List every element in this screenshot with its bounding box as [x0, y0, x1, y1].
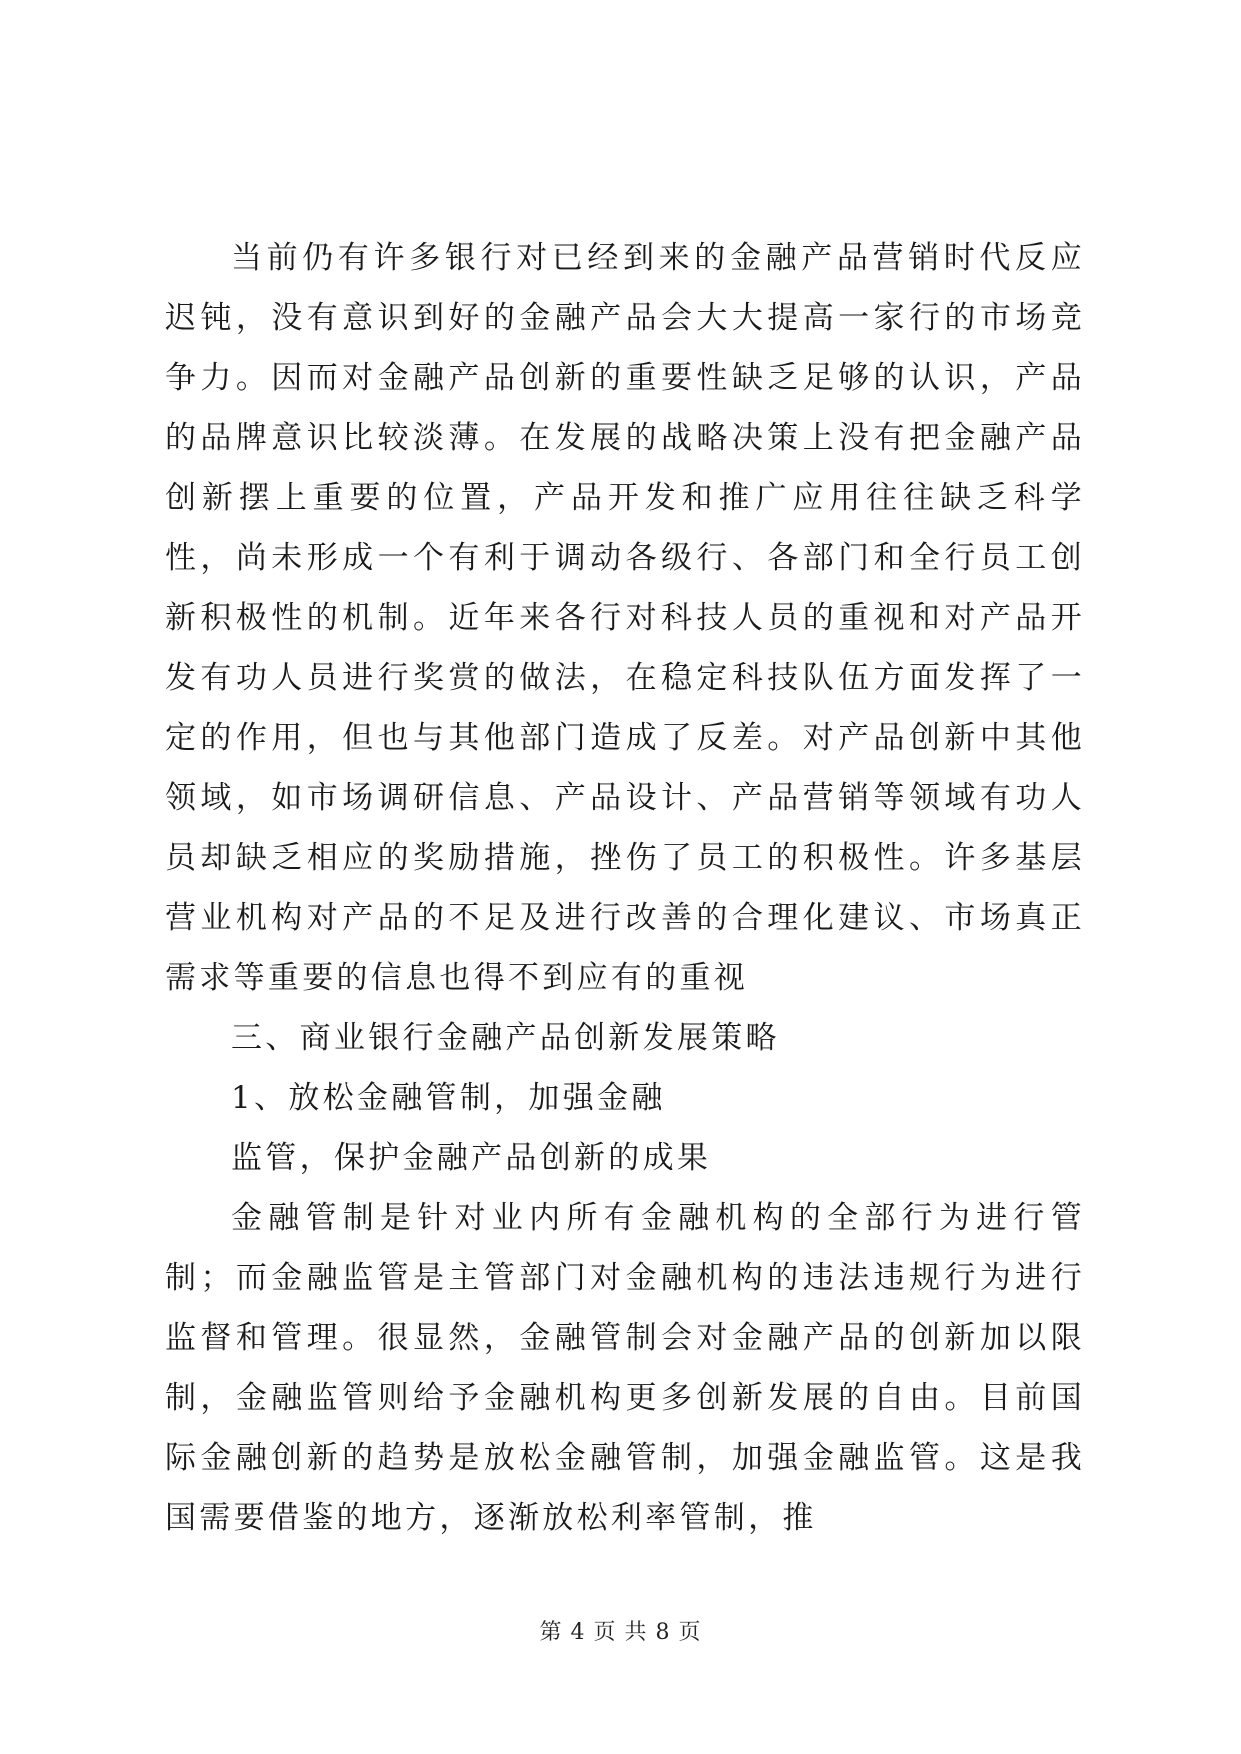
section-heading-strategy: 三、商业银行金融产品创新发展策略: [231, 1020, 780, 1056]
document-body: [165, 228, 1085, 1548]
page-footer: 第 4 页 共 8 页: [539, 1620, 702, 1645]
paragraph-regulation-vs-supervision: 金融管制是针对业内所有金融机构的全部行为进行管制；而金融监管是主管部门对金融机构的违法违规行为进行监督和管理。很显然，金融管制会对金融产品的创新加以限制，金融监管则给予金融机构更多创新发展的自由。目前国际金融创新的趋势是放松金融管制，加强金融监管。这是我国需要借鉴的地方，逐渐放松利率管制，推: [165, 1200, 1085, 1536]
paragraph-product-awareness: 当前仍有许多银行对已经到来的金融产品营销时代反应迟钝，没有意识到好的金融产品会大大提高一家行的市场竞争力。因而对金融产品创新的重要性缺乏足够的认识，产品的品牌意识比较淡薄。在发展的战略决策上没有把金融产品创新摆上重要的位置，产品开发和推广应用往往缺乏科学性，尚未形成一个有利于调动各级行、各部门和全行员工创新积极性的机制。近年来各行对科技人员的重视和对产品开发有功人员进行奖赏的做法，在稳定科技队伍方面发挥了一定的作用，但也与其他部门造成了反差。对产品创新中其他领域，如市场调研信息、产品设计、产品营销等领域有功人员却缺乏相应的奖励措施，挫伤了员工的积极性。许多基层营业机构对产品的不足及进行改善的合理化建议、市场真正需求等重要的信息也得不到应有的重视: [165, 240, 1085, 996]
subheading-deregulation: 1、放松金融管制，加强金融: [231, 1080, 666, 1116]
subheading-supervision: 监管，保护金融产品创新的成果: [231, 1140, 712, 1176]
